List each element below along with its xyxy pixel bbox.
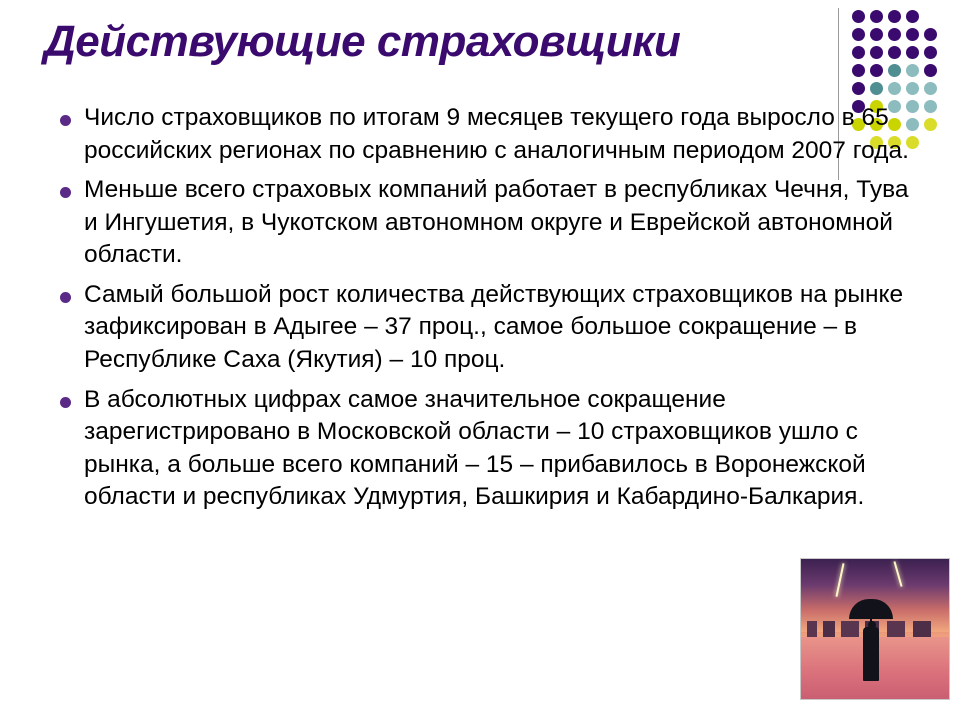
decorative-dot <box>852 64 865 77</box>
decorative-dot <box>870 64 883 77</box>
bullet-marker-icon <box>50 384 84 413</box>
bullet-text: Меньше всего страховых компаний работает в республиках Чечня, Тува и Ингушетия, в Чукотском автономном округе и Еврейской автономной области. <box>84 176 909 269</box>
person-body <box>863 627 879 681</box>
decorative-dot <box>888 46 901 59</box>
decorative-dot <box>924 46 937 59</box>
bullet-text: Число страховщиков по итогам 9 месяцев текущего года выросло в 65 российских регионах по сравнению с аналогичным периодом 2007 года. <box>84 104 909 164</box>
bullet-text: В абсолютных цифрах самое значительное сокращение зарегистрировано в Московской области – 10 страховщиков ушло с рынка, а больше всего компаний – 15 – прибавилось в Воронежской области и республиках Удмуртия, Башкирия и Кабардино-Балкария. <box>84 385 866 511</box>
decorative-dot <box>870 28 883 41</box>
bullet-text: Самый большой рост количества действующих страховщиков на рынке зафиксирован в Адыгее – 37 проц., самое большое сокращение – в Республике Саха (Якутия) – 10 проц. <box>84 280 904 374</box>
decorative-dot <box>906 28 919 41</box>
businessman-with-umbrella-photo <box>800 558 950 700</box>
decorative-dot <box>924 82 937 95</box>
bullet-marker-icon <box>50 174 84 203</box>
bullet-list <box>50 102 910 521</box>
decorative-dot <box>870 82 883 95</box>
decorative-dot <box>888 10 901 23</box>
decorative-dot <box>852 10 865 23</box>
bullet-marker-icon <box>50 102 84 131</box>
decorative-dot <box>906 10 919 23</box>
list-item <box>50 279 910 377</box>
decorative-dot <box>852 46 865 59</box>
list-item <box>50 174 910 272</box>
list-item <box>50 384 910 514</box>
decorative-dot <box>888 82 901 95</box>
decorative-dot <box>906 46 919 59</box>
bullet-marker-icon <box>50 279 84 308</box>
decorative-dot <box>870 46 883 59</box>
decorative-dot <box>924 118 937 131</box>
decorative-dot <box>924 28 937 41</box>
decorative-dot <box>870 10 883 23</box>
decorative-dot <box>852 28 865 41</box>
decorative-dot <box>906 82 919 95</box>
decorative-dot <box>888 28 901 41</box>
decorative-dot <box>906 64 919 77</box>
page-title: Действующие страховщики <box>44 17 681 66</box>
decorative-dot <box>852 82 865 95</box>
decorative-dot <box>924 64 937 77</box>
decorative-dot <box>924 100 937 113</box>
decorative-dot <box>888 64 901 77</box>
list-item <box>50 102 910 167</box>
